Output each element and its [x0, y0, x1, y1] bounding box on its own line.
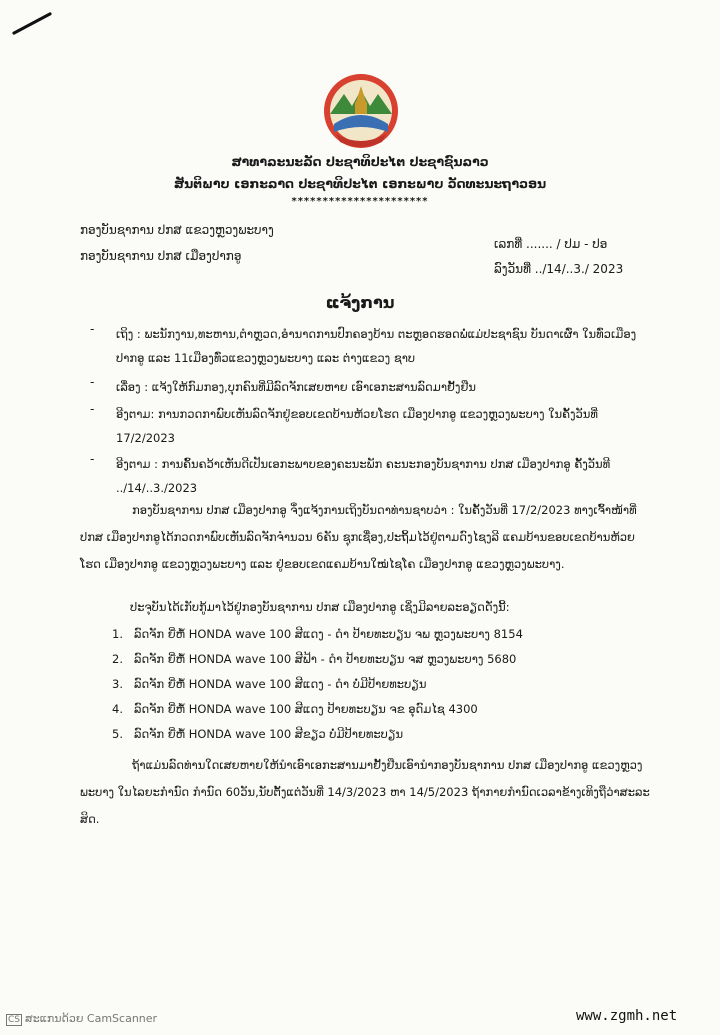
vehicle-number: 1. — [112, 627, 123, 641]
national-motto: ສັນຕິພາບ ເອກະລາດ ປະຊາທິປະໄຕ ເອກະພາບ ວັດທະນະຖາວອນ — [173, 176, 547, 191]
vehicle-number: 3. — [112, 677, 123, 691]
national-emblem-icon — [322, 72, 400, 150]
camscanner-watermark — [6, 1012, 157, 1026]
vehicle-item — [112, 727, 403, 741]
item-based-on-2: ອີງຕາມ : ການຄົ້ນຄວ້າເຫັນດີເປັນເອກະພາບຂອງຄະນະພັກ ຄະນະກອງບັນຊາການ ປກສ ເມືອງປາກອູ ຄັ້ງວັນທີ ../14/..3./2023 — [116, 457, 611, 495]
item-subject: ເລື່ອງ : ແຈ້ງໃຫ້ກົມກອງ,ບຸກຄົນທີ່ມີລົດຈັກເສຍຫາຍ ເອົາເອກະສານລົດມາຢັ້ງຢືນ — [116, 380, 476, 394]
reference-date: ລົງວັນທີ່ ../14/..3./ 2023 — [494, 262, 624, 276]
vehicle-item — [112, 627, 523, 641]
vehicle-number: 5. — [112, 727, 123, 741]
camscanner-text: ສະແກນດ້ວຍ CamScanner — [25, 1012, 158, 1025]
item-to: ເຖິງ : ພະນັກງານ,ທະຫານ,ຕຳຫຼວດ,ອຳນາດການປົກຄອງບ້ານ ຕະຫຼອດຮອດພໍ່ແມ່ປະຊາຊົນ ບັນດາເຜົ່າ ໃນທົ່ວເມືອງປາກອູ ແລະ 11ເມືອງທົ່ວແຂວງຫຼວງພະບາງ ແລະ ຕ່າງແຂວງ ຊາບ — [116, 327, 637, 365]
document-title: ແຈ້ງການ — [325, 293, 395, 312]
vehicle-item — [112, 677, 426, 691]
vehicle-text: ລົດຈັກ ຍີ່ຫໍ້ HONDA wave 100 ສີຂຽວ ບໍ່ມີປ້າຍທະບຽນ — [134, 727, 404, 741]
bullet-dash: - — [90, 322, 95, 336]
vehicle-number: 2. — [112, 652, 123, 666]
body-paragraph-1: ກອງບັນຊາການ ປກສ ເມືອງປາກອູ ຈຶ່ງແຈ້ງການເຖິງບັນດາທ່ານຊາບວ່າ : ໃນຄັ້ງວັນທີ່ 17/2/2023 ທາງເຈົ້າໜ້າທີ່ ປກສ ເມືອງປາກອູໄດ້ກວດກາພົບເຫັນລົດຈັກຈຳນວນ 6ຄັນ ຊຸກເຊື່ອງ,ປະຖິ້ມໄວ້ຢູ່ຕາມດົງໄຊງລີ ແຄມບ້ານຂອບເຂດບ້ານຫ້ວຍໂຮດ ເມືອງປາກອູ ແຂວງຫຼວງພະບາງ ແລະ ຢູ່ຂອບເຂດແຄມບ້ານໃໝ່ໄຊໂຄ ເມືອງປາກອູ ແຂວງຫຼວງພະບາງ. — [80, 503, 637, 571]
pen-mark — [12, 12, 52, 35]
vehicle-item — [112, 652, 516, 666]
camscanner-icon: CS — [8, 1015, 20, 1025]
sender-district-command: ກອງບັນຊາການ ປກສ ເມືອງປາກອູ — [80, 249, 242, 263]
item-based-on-1: ອີງຕາມ: ການກວດກາພົບເຫັນລົດຈັກຢູ່ຂອບເຂດບ້ານຫ້ວຍໂຮດ ເມືອງປາກອູ ແຂວງຫຼວງພະບາງ ໃນຄັ້ງວັນທີ່ 17/2/2023 — [116, 407, 598, 445]
bullet-dash: - — [90, 452, 95, 466]
vehicle-text: ລົດຈັກ ຍີ່ຫໍ້ HONDA wave 100 ສີແດງ - ດຳ ບໍ່ມີປ້າຍທະບຽນ — [134, 677, 427, 691]
bullet-dash: - — [90, 402, 95, 416]
vehicle-text: ລົດຈັກ ຍີ່ຫໍ້ HONDA wave 100 ສີແດງ - ດຳ ປ້າຍທະບຽນ ຈພ ຫຼວງພະບາງ 8154 — [134, 627, 523, 641]
vehicle-list-intro: ປະຈຸບັນໄດ້ເກັບກູ້ມາໄວ້ຢູ່ກອງບັນຊາການ ປກສ ເມືອງປາກອູ ເຊິ່ງມີລາຍລະອຽດດັ່ງນີ້: — [130, 600, 510, 614]
bullet-dash: - — [90, 375, 95, 389]
sender-province-command: ກອງບັນຊາການ ປກສ ແຂວງຫຼວງພະບາງ — [80, 223, 274, 237]
site-watermark: www.zgmh.net — [576, 1008, 678, 1024]
vehicle-number: 4. — [112, 702, 123, 716]
reference-number: ເລກທີ່ ....... / ປມ - ປອ — [494, 237, 608, 251]
body-paragraph-2: ຖ້າແມ່ນລົດທ່ານໃດເສຍຫາຍໃຫ້ນຳເອົາເອກະສານມາຢັ້ງຢືນເອົານຳກອງບັນຊາການ ປກສ ເມືອງປາກອູ ແຂວງຫຼວງພະບາງ ໃນໄລຍະກຳນົດ ກຳນົດ 60ວັນ,ນັບຕັ້ງແຕ່ວັນທີ່ 14/3/2023 ຫາ 14/5/2023 ຖ້າກາຍກຳນົດເວລາຂ້າງເທິງຖືວ່າສະລະສິດ. — [80, 758, 650, 826]
republic-name: ສາທາລະນະລັດ ປະຊາທິປະໄຕ ປະຊາຊົນລາວ — [231, 154, 489, 169]
vehicle-text: ລົດຈັກ ຍີ່ຫໍ້ HONDA wave 100 ສີຟ້າ - ດຳ ປ້າຍທະບຽນ ຈສ ຫຼວງພະບາງ 5680 — [134, 652, 517, 666]
vehicle-item — [112, 702, 478, 716]
header-divider: ********************** — [291, 196, 429, 207]
vehicle-text: ລົດຈັກ ຍີ່ຫໍ້ HONDA wave 100 ສີແດງ ປ້າຍທະບຽນ ຈຂ ອຸດົມໄຊ 4300 — [134, 702, 478, 716]
